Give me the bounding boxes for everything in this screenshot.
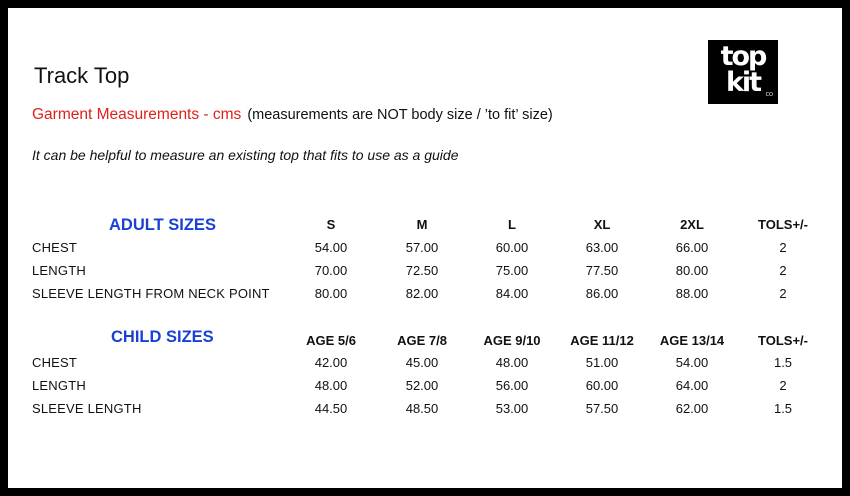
adult-row-label: CHEST	[32, 240, 78, 255]
child-cell: 54.00	[675, 355, 709, 370]
adult-cell: 88.00	[675, 286, 709, 301]
adult-header-xl: XL	[593, 217, 611, 232]
adult-header-s: S	[326, 217, 336, 232]
adult-row-label: SLEEVE LENGTH FROM NECK POINT	[32, 286, 270, 301]
adult-cell: 54.00	[314, 240, 348, 255]
child-sizes-title: CHILD SIZES	[111, 328, 214, 346]
child-row-label: CHEST	[32, 355, 78, 370]
child-row-label: SLEEVE LENGTH	[32, 401, 142, 416]
adult-cell: 2	[779, 240, 787, 255]
size-chart-sheet	[8, 8, 842, 488]
child-header-age-5-6: AGE 5/6	[306, 333, 356, 348]
logo-line-1: top	[720, 41, 766, 72]
adult-header-l: L	[508, 217, 516, 232]
child-cell: 53.00	[495, 401, 529, 416]
topkit-logo	[708, 40, 778, 104]
measuring-hint: It can be helpful to measure an existing top that fits to use as a guide	[32, 147, 459, 163]
adult-cell: 66.00	[675, 240, 709, 255]
child-header-tols: TOLS+/-	[758, 333, 808, 348]
child-cell: 42.00	[314, 355, 348, 370]
adult-cell: 80.00	[314, 286, 348, 301]
child-cell: 48.50	[405, 401, 439, 416]
child-row-label: LENGTH	[32, 378, 86, 393]
child-header-age-9-10: AGE 9/10	[483, 333, 541, 348]
logo-line-2: kit	[725, 67, 761, 98]
child-cell: 1.5	[773, 401, 793, 416]
adult-header-tols: TOLS+/-	[758, 217, 808, 232]
child-cell: 56.00	[495, 378, 529, 393]
child-cell: 48.00	[495, 355, 529, 370]
adult-cell: 2	[779, 263, 787, 278]
subtitle-note: (measurements are NOT body size / ’to fit’ size)	[247, 107, 553, 123]
adult-cell: 80.00	[675, 263, 709, 278]
subtitle	[32, 106, 553, 124]
adult-header-m: M	[416, 217, 428, 232]
child-cell: 45.00	[405, 355, 439, 370]
child-cell: 51.00	[585, 355, 619, 370]
child-header-age-7-8: AGE 7/8	[397, 333, 447, 348]
adult-cell: 63.00	[585, 240, 619, 255]
adult-cell: 75.00	[495, 263, 529, 278]
adult-cell: 77.50	[585, 263, 619, 278]
adult-sizes-title: ADULT SIZES	[109, 216, 216, 234]
adult-cell: 82.00	[405, 286, 439, 301]
child-cell: 64.00	[675, 378, 709, 393]
child-cell: 1.5	[773, 355, 793, 370]
adult-row-label: LENGTH	[32, 263, 86, 278]
logo-suffix: CO	[765, 92, 773, 98]
subtitle-main: Garment Measurements - cms	[32, 106, 242, 123]
adult-cell: 60.00	[495, 240, 529, 255]
child-cell: 62.00	[675, 401, 709, 416]
child-cell: 2	[779, 378, 787, 393]
child-cell: 52.00	[405, 378, 439, 393]
child-header-age-13-14: AGE 13/14	[659, 333, 725, 348]
child-cell: 60.00	[585, 378, 619, 393]
adult-cell: 72.50	[405, 263, 439, 278]
adult-cell: 57.00	[405, 240, 439, 255]
adult-cell: 84.00	[495, 286, 529, 301]
adult-cell: 2	[779, 286, 787, 301]
adult-cell: 70.00	[314, 263, 348, 278]
page-title: Track Top	[34, 63, 130, 88]
child-cell: 48.00	[314, 378, 348, 393]
child-header-age-11-12: AGE 11/12	[570, 333, 634, 348]
adult-cell: 86.00	[585, 286, 619, 301]
adult-header-2xl: 2XL	[680, 217, 704, 232]
child-cell: 57.50	[585, 401, 619, 416]
child-cell: 44.50	[314, 401, 348, 416]
